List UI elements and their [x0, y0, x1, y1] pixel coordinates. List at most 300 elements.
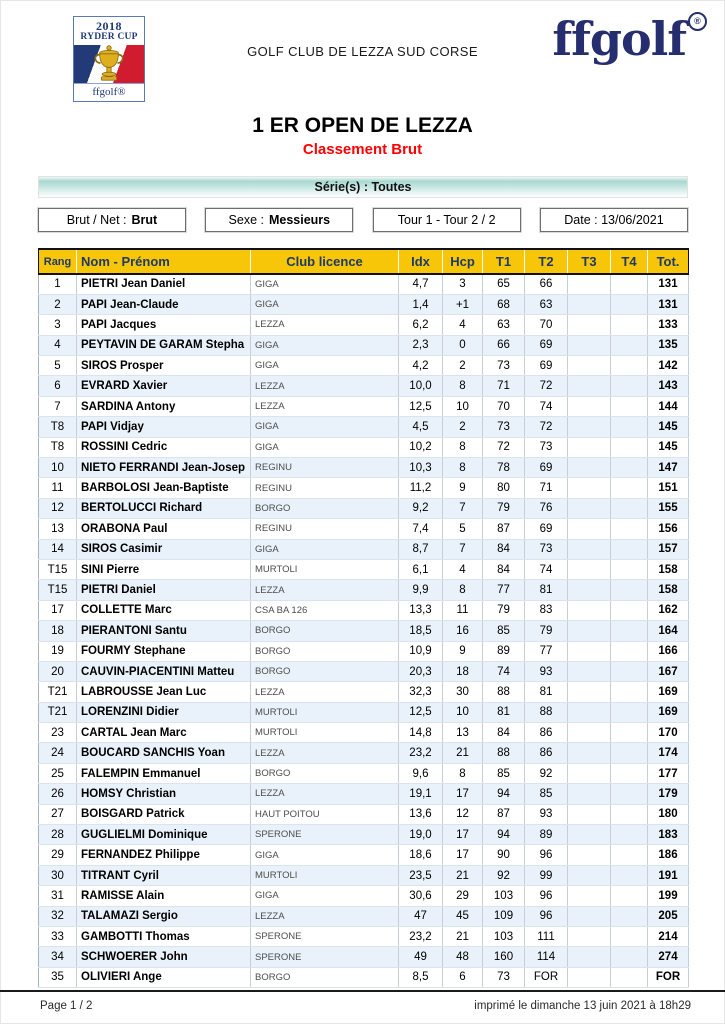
idx-cell: 18,6 [399, 845, 443, 865]
t1-cell: 85 [483, 621, 525, 641]
ryder-cup-ffgolf-label: ffgolf® [74, 83, 144, 101]
nom-cell: FALEMPIN Emmanuel [77, 763, 251, 783]
ryder-cup-logo-header [74, 17, 144, 43]
t1-cell: 84 [483, 559, 525, 579]
nom-cell: BERTOLUCCI Richard [77, 498, 251, 518]
column-header-nom: Nom - Prénom [77, 249, 251, 274]
club-cell: LEZZA [251, 743, 399, 763]
hcp-cell: 17 [443, 845, 483, 865]
rang-cell: 17 [39, 600, 77, 620]
t2-cell: 63 [525, 294, 568, 314]
idx-cell: 9,2 [399, 498, 443, 518]
t2-cell: 79 [525, 621, 568, 641]
t3-cell [568, 458, 611, 478]
hcp-cell: 8 [443, 376, 483, 396]
t2-cell: 96 [525, 906, 568, 926]
t4-cell [611, 437, 648, 457]
rang-cell: 2 [39, 294, 77, 314]
hcp-cell: 0 [443, 335, 483, 355]
t3-cell [568, 927, 611, 947]
tot-cell: 142 [648, 356, 689, 376]
tot-cell: 179 [648, 784, 689, 804]
t1-cell: 81 [483, 702, 525, 722]
hcp-cell: 5 [443, 519, 483, 539]
tot-cell: 166 [648, 641, 689, 661]
tot-cell: 151 [648, 478, 689, 498]
t3-cell [568, 519, 611, 539]
rang-cell: 6 [39, 376, 77, 396]
nom-cell: PAPI Jean-Claude [77, 294, 251, 314]
t2-cell: 72 [525, 417, 568, 437]
nom-cell: SINI Pierre [77, 559, 251, 579]
tot-cell: 133 [648, 315, 689, 335]
t2-cell: 89 [525, 825, 568, 845]
nom-cell: BOUCARD SANCHIS Yoan [77, 743, 251, 763]
column-header-rang: Rang [39, 249, 77, 274]
t4-cell [611, 784, 648, 804]
nom-cell: RAMISSE Alain [77, 886, 251, 906]
filter-label: Brut / Net : [66, 213, 127, 227]
idx-cell: 23,2 [399, 743, 443, 763]
column-header-t2: T2 [525, 249, 568, 274]
t4-cell [611, 702, 648, 722]
nom-cell: LABROUSSE Jean Luc [77, 682, 251, 702]
club-cell: MURTOLI [251, 559, 399, 579]
series-banner: Série(s) : Toutes [38, 176, 688, 198]
tot-cell: FOR [648, 967, 689, 987]
rang-cell: T21 [39, 682, 77, 702]
t4-cell [611, 335, 648, 355]
t3-cell [568, 906, 611, 926]
nom-cell: GUGLIELMI Dominique [77, 825, 251, 845]
t1-cell: 109 [483, 906, 525, 926]
club-cell: BORGO [251, 763, 399, 783]
t3-cell [568, 865, 611, 885]
tot-cell: 177 [648, 763, 689, 783]
rang-cell: 31 [39, 886, 77, 906]
t1-cell: 80 [483, 478, 525, 498]
t1-cell: 66 [483, 335, 525, 355]
t3-cell [568, 376, 611, 396]
table-row [39, 967, 689, 987]
club-cell: BORGO [251, 621, 399, 641]
t1-cell: 71 [483, 376, 525, 396]
t4-cell [611, 376, 648, 396]
t3-cell [568, 743, 611, 763]
t3-cell [568, 437, 611, 457]
hcp-cell: 11 [443, 600, 483, 620]
t1-cell: 88 [483, 682, 525, 702]
hcp-cell: 30 [443, 682, 483, 702]
table-row [39, 559, 689, 579]
idx-cell: 19,0 [399, 825, 443, 845]
idx-cell: 11,2 [399, 478, 443, 498]
t4-cell [611, 498, 648, 518]
idx-cell: 4,2 [399, 356, 443, 376]
t2-cell: 93 [525, 661, 568, 681]
club-cell: GIGA [251, 539, 399, 559]
filter-row [38, 208, 688, 232]
rang-cell: 3 [39, 315, 77, 335]
club-cell: HAUT POITOU [251, 804, 399, 824]
t1-cell: 84 [483, 723, 525, 743]
club-cell: LEZZA [251, 315, 399, 335]
idx-cell: 13,3 [399, 600, 443, 620]
idx-cell: 9,6 [399, 763, 443, 783]
t4-cell [611, 682, 648, 702]
ryder-cup-year: 2018 [96, 19, 122, 33]
t4-cell [611, 580, 648, 600]
table-row [39, 335, 689, 355]
club-cell: BORGO [251, 641, 399, 661]
tot-cell: 145 [648, 437, 689, 457]
table-row [39, 641, 689, 661]
tot-cell: 274 [648, 947, 689, 967]
rang-cell: 13 [39, 519, 77, 539]
t2-cell: 69 [525, 356, 568, 376]
club-cell: BORGO [251, 498, 399, 518]
t3-cell [568, 763, 611, 783]
table-row [39, 661, 689, 681]
nom-cell: CARTAL Jean Marc [77, 723, 251, 743]
print-timestamp: imprimé le dimanche 13 juin 2021 à 18h29 [474, 1000, 691, 1012]
t3-cell [568, 947, 611, 967]
table-row [39, 294, 689, 314]
tot-cell: 143 [648, 376, 689, 396]
rang-cell: 7 [39, 396, 77, 416]
table-row [39, 825, 689, 845]
t2-cell: 99 [525, 865, 568, 885]
t4-cell [611, 600, 648, 620]
club-cell: SPERONE [251, 927, 399, 947]
club-cell: GIGA [251, 335, 399, 355]
rang-cell: 23 [39, 723, 77, 743]
ffgolf-registered-icon: ® [688, 12, 707, 31]
nom-cell: PEYTAVIN DE GARAM Stepha [77, 335, 251, 355]
hcp-cell: 8 [443, 580, 483, 600]
nom-cell: PIETRI Jean Daniel [77, 274, 251, 294]
nom-cell: NIETO FERRANDI Jean-Josep [77, 458, 251, 478]
table-row [39, 417, 689, 437]
tot-cell: 131 [648, 294, 689, 314]
club-cell: LEZZA [251, 580, 399, 600]
hcp-cell: 21 [443, 927, 483, 947]
rang-cell: T8 [39, 437, 77, 457]
nom-cell: EVRARD Xavier [77, 376, 251, 396]
t1-cell: 84 [483, 539, 525, 559]
t3-cell [568, 274, 611, 294]
t2-cell: 88 [525, 702, 568, 722]
idx-cell: 9,9 [399, 580, 443, 600]
table-row [39, 784, 689, 804]
t4-cell [611, 886, 648, 906]
t1-cell: 103 [483, 886, 525, 906]
filter-value: Brut [131, 213, 158, 227]
club-cell: GIGA [251, 886, 399, 906]
rang-cell: T15 [39, 580, 77, 600]
table-row [39, 376, 689, 396]
t1-cell: 63 [483, 315, 525, 335]
club-cell: MURTOLI [251, 723, 399, 743]
table-row [39, 763, 689, 783]
table-row [39, 600, 689, 620]
nom-cell: CAUVIN-PIACENTINI Matteu [77, 661, 251, 681]
t1-cell: 73 [483, 356, 525, 376]
t4-cell [611, 927, 648, 947]
tot-cell: 155 [648, 498, 689, 518]
t2-cell: 73 [525, 539, 568, 559]
nom-cell: SIROS Casimir [77, 539, 251, 559]
t1-cell: 94 [483, 784, 525, 804]
t1-cell: 79 [483, 600, 525, 620]
column-header-hcp: Hcp [443, 249, 483, 274]
t4-cell [611, 417, 648, 437]
t2-cell: 72 [525, 376, 568, 396]
table-row [39, 498, 689, 518]
t4-cell [611, 274, 648, 294]
rang-cell: 5 [39, 356, 77, 376]
t3-cell [568, 845, 611, 865]
ryder-cup-logo [73, 16, 145, 102]
t2-cell: 76 [525, 498, 568, 518]
club-cell: SPERONE [251, 825, 399, 845]
t3-cell [568, 600, 611, 620]
nom-cell: TALAMAZI Sergio [77, 906, 251, 926]
t4-cell [611, 458, 648, 478]
results-table-head [39, 249, 689, 274]
club-cell: MURTOLI [251, 865, 399, 885]
tot-cell: 170 [648, 723, 689, 743]
ryder-cup-title: RYDER CUP [80, 31, 138, 42]
tot-cell: 191 [648, 865, 689, 885]
hcp-cell: 3 [443, 274, 483, 294]
column-header-t1: T1 [483, 249, 525, 274]
nom-cell: PIERANTONI Santu [77, 621, 251, 641]
idx-cell: 4,5 [399, 417, 443, 437]
nom-cell: COLLETTE Marc [77, 600, 251, 620]
club-cell: REGINU [251, 478, 399, 498]
table-row [39, 927, 689, 947]
t2-cell: 85 [525, 784, 568, 804]
nom-cell: ROSSINI Cedric [77, 437, 251, 457]
column-header-t4: T4 [611, 249, 648, 274]
table-row [39, 437, 689, 457]
hcp-cell: 9 [443, 641, 483, 661]
column-header-tot: Tot. [648, 249, 689, 274]
t3-cell [568, 661, 611, 681]
club-cell: LEZZA [251, 682, 399, 702]
rang-cell: 19 [39, 641, 77, 661]
rang-cell: 30 [39, 865, 77, 885]
table-row [39, 804, 689, 824]
t2-cell: 77 [525, 641, 568, 661]
tot-cell: 205 [648, 906, 689, 926]
table-row [39, 682, 689, 702]
nom-cell: TITRANT Cyril [77, 865, 251, 885]
t1-cell: 78 [483, 458, 525, 478]
nom-cell: PAPI Jacques [77, 315, 251, 335]
rang-cell: 25 [39, 763, 77, 783]
t2-cell: 66 [525, 274, 568, 294]
rang-cell: 10 [39, 458, 77, 478]
tot-cell: 157 [648, 539, 689, 559]
table-row [39, 478, 689, 498]
filter-box-date [540, 208, 688, 232]
club-cell: BORGO [251, 967, 399, 987]
t2-cell: 73 [525, 437, 568, 457]
nom-cell: FERNANDEZ Philippe [77, 845, 251, 865]
t2-cell: 86 [525, 743, 568, 763]
rang-cell: T15 [39, 559, 77, 579]
tot-cell: 162 [648, 600, 689, 620]
header-row [39, 249, 689, 274]
t4-cell [611, 519, 648, 539]
table-row [39, 539, 689, 559]
idx-cell: 10,3 [399, 458, 443, 478]
column-header-t3: T3 [568, 249, 611, 274]
nom-cell: BARBOLOSI Jean-Baptiste [77, 478, 251, 498]
club-cell: CSA BA 126 [251, 600, 399, 620]
tot-cell: 158 [648, 559, 689, 579]
t3-cell [568, 580, 611, 600]
t2-cell: 74 [525, 396, 568, 416]
table-row [39, 865, 689, 885]
rang-cell: 32 [39, 906, 77, 926]
t3-cell [568, 417, 611, 437]
tot-cell: 158 [648, 580, 689, 600]
tot-cell: 131 [648, 274, 689, 294]
t2-cell: 114 [525, 947, 568, 967]
table-row [39, 886, 689, 906]
club-cell: REGINU [251, 519, 399, 539]
nom-cell: SCHWOERER John [77, 947, 251, 967]
tot-cell: 156 [648, 519, 689, 539]
tot-cell: 214 [648, 927, 689, 947]
idx-cell: 6,1 [399, 559, 443, 579]
hcp-cell: 8 [443, 437, 483, 457]
hcp-cell: 8 [443, 458, 483, 478]
t4-cell [611, 743, 648, 763]
nom-cell: SARDINA Antony [77, 396, 251, 416]
club-cell: REGINU [251, 458, 399, 478]
rang-cell: 26 [39, 784, 77, 804]
table-row [39, 723, 689, 743]
t3-cell [568, 356, 611, 376]
tot-cell: 167 [648, 661, 689, 681]
footer-divider [0, 990, 725, 992]
hcp-cell: 8 [443, 763, 483, 783]
idx-cell: 8,7 [399, 539, 443, 559]
t2-cell: 111 [525, 927, 568, 947]
t4-cell [611, 621, 648, 641]
club-cell: LEZZA [251, 396, 399, 416]
t2-cell: 96 [525, 845, 568, 865]
idx-cell: 10,2 [399, 437, 443, 457]
tournament-title: 1 ER OPEN DE LEZZA [252, 114, 473, 137]
rang-cell: T8 [39, 417, 77, 437]
tot-cell: 186 [648, 845, 689, 865]
tot-cell: 145 [648, 417, 689, 437]
t3-cell [568, 498, 611, 518]
tot-cell: 147 [648, 458, 689, 478]
t1-cell: 79 [483, 498, 525, 518]
rang-cell: 33 [39, 927, 77, 947]
t1-cell: 73 [483, 417, 525, 437]
hcp-cell: 4 [443, 315, 483, 335]
tot-cell: 169 [648, 682, 689, 702]
idx-cell: 12,5 [399, 702, 443, 722]
filter-box-sexe [205, 208, 353, 232]
hcp-cell: 7 [443, 498, 483, 518]
t4-cell [611, 763, 648, 783]
nom-cell: LORENZINI Didier [77, 702, 251, 722]
club-cell: GIGA [251, 845, 399, 865]
table-row [39, 845, 689, 865]
club-cell: GIGA [251, 437, 399, 457]
t4-cell [611, 845, 648, 865]
t2-cell: 69 [525, 335, 568, 355]
t1-cell: 77 [483, 580, 525, 600]
idx-cell: 7,4 [399, 519, 443, 539]
hcp-cell: 45 [443, 906, 483, 926]
nom-cell: BOISGARD Patrick [77, 804, 251, 824]
tot-cell: 144 [648, 396, 689, 416]
ffgolf-logo [552, 12, 707, 66]
t4-cell [611, 641, 648, 661]
hcp-cell: 2 [443, 356, 483, 376]
tot-cell: 164 [648, 621, 689, 641]
table-row [39, 315, 689, 335]
nom-cell: FOURMY Stephane [77, 641, 251, 661]
club-cell: BORGO [251, 661, 399, 681]
hcp-cell: 4 [443, 559, 483, 579]
club-cell: GIGA [251, 356, 399, 376]
club-cell: SPERONE [251, 947, 399, 967]
rang-cell: 14 [39, 539, 77, 559]
filter-label: Date : 13/06/2021 [564, 213, 664, 227]
t3-cell [568, 682, 611, 702]
t3-cell [568, 315, 611, 335]
t4-cell [611, 865, 648, 885]
t1-cell: 74 [483, 661, 525, 681]
t3-cell [568, 804, 611, 824]
nom-cell: GAMBOTTI Thomas [77, 927, 251, 947]
hcp-cell: 10 [443, 702, 483, 722]
table-row [39, 274, 689, 294]
t1-cell: 88 [483, 743, 525, 763]
idx-cell: 18,5 [399, 621, 443, 641]
nom-cell: PAPI Vidjay [77, 417, 251, 437]
table-row [39, 702, 689, 722]
table-row [39, 356, 689, 376]
idx-cell: 1,4 [399, 294, 443, 314]
tot-cell: 180 [648, 804, 689, 824]
rang-cell: 11 [39, 478, 77, 498]
column-header-idx: Idx [399, 249, 443, 274]
idx-cell: 19,1 [399, 784, 443, 804]
t2-cell: 93 [525, 804, 568, 824]
results-table [38, 248, 689, 988]
t2-cell: 69 [525, 519, 568, 539]
t3-cell [568, 335, 611, 355]
nom-cell: PIETRI Daniel [77, 580, 251, 600]
column-header-club: Club licence [251, 249, 399, 274]
nom-cell: ORABONA Paul [77, 519, 251, 539]
club-cell: LEZZA [251, 784, 399, 804]
rang-cell: 4 [39, 335, 77, 355]
table-row [39, 396, 689, 416]
hcp-cell: 16 [443, 621, 483, 641]
